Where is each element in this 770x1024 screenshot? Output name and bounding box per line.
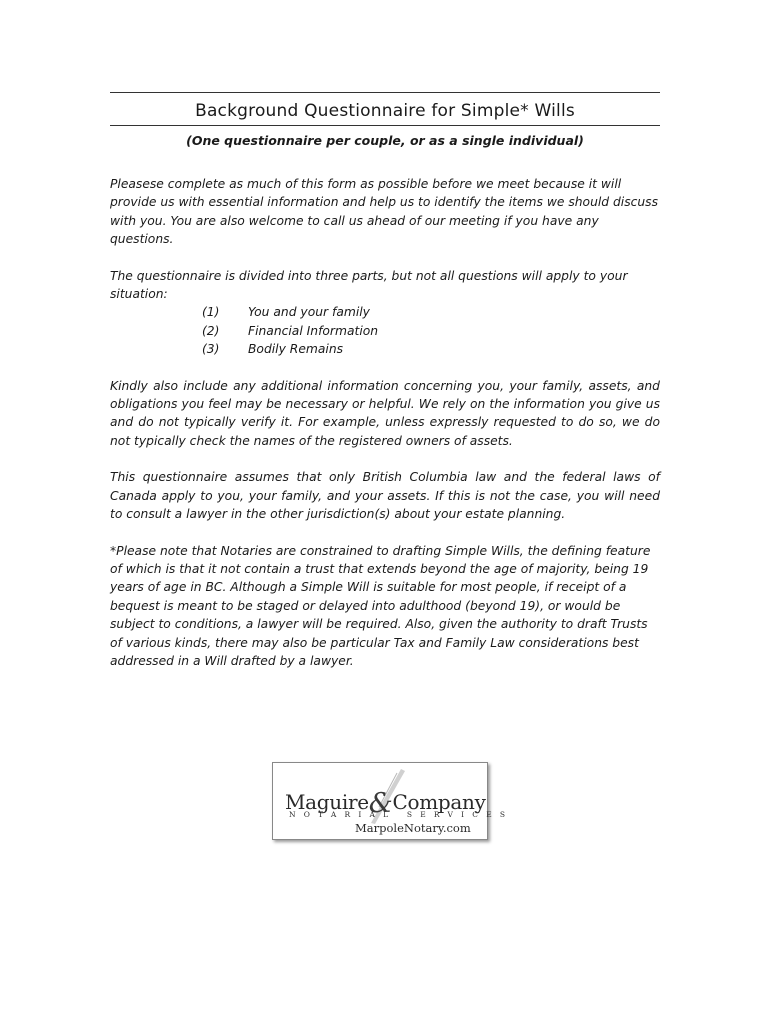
jurisdiction-paragraph: This questionnaire assumes that only British Columbia law and the federal laws of Canada apply to you, your family, and your assets. If this is not the case, you will need to consult a lawyer in the other jurisdiction(s) about your estate planning. xyxy=(110,470,660,522)
additional-info-paragraph: Kindly also include any additional information concerning you, your family, assets, and obligations you feel may be necessary or helpful. We rely on the information you give us and do not typically verify it. For example, unless expressly requested to do so, we do not typically check the names of the registered owners of assets. xyxy=(110,378,660,448)
list-item xyxy=(202,340,660,358)
title-underline xyxy=(110,125,660,126)
parts-intro-paragraph: The questionnaire is divided into three parts, but not all questions will apply to your situation: xyxy=(110,268,628,302)
list-item xyxy=(202,303,660,321)
logo-tagline: NOTARIAL SERVICES xyxy=(289,810,514,819)
logo-name-left: Maguire xyxy=(285,790,369,814)
list-item xyxy=(202,322,660,340)
part-label: You and your family xyxy=(248,305,370,320)
parts-list xyxy=(110,303,660,358)
logo-name-right: Company xyxy=(392,790,486,814)
part-label: Bodily Remains xyxy=(248,342,344,357)
part-number: (2) xyxy=(202,323,220,338)
part-number: (1) xyxy=(202,305,220,320)
part-number: (3) xyxy=(202,342,220,357)
top-rule xyxy=(110,92,660,93)
document-title: Background Questionnaire for Simple* Wills xyxy=(195,101,575,121)
logo-website: MarpoleNotary.com xyxy=(355,821,471,835)
simple-wills-note: *Please note that Notaries are constrained to drafting Simple Wills, the defining feature of which is that it not contain a trust that extends beyond the age of majority, being 19 years of age in BC. Although a Simple Will is suitable for most people, if receipt of a bequest is meant to be staged or delayed into adulthood (beyond 19), or would be subject to conditions, a lawyer will be required. Also, given the authority to draft Trusts of various kinds, there may also be particular Tax and Family Law considerations best addressed in a Will drafted by a lawyer. xyxy=(110,543,651,668)
part-label: Financial Information xyxy=(248,323,379,338)
logo-ampersand: & xyxy=(368,788,393,819)
document-subtitle: (One questionnaire per couple, or as a single individual) xyxy=(186,133,584,148)
intro-paragraph: Pleasese complete as much of this form as possible before we meet because it will provide us with essential information and help us to identify the items we should discuss with you. You are also welcome to call us ahead of our meeting if you have any questions. xyxy=(110,177,658,247)
document-page xyxy=(110,92,660,670)
company-logo xyxy=(272,762,514,840)
